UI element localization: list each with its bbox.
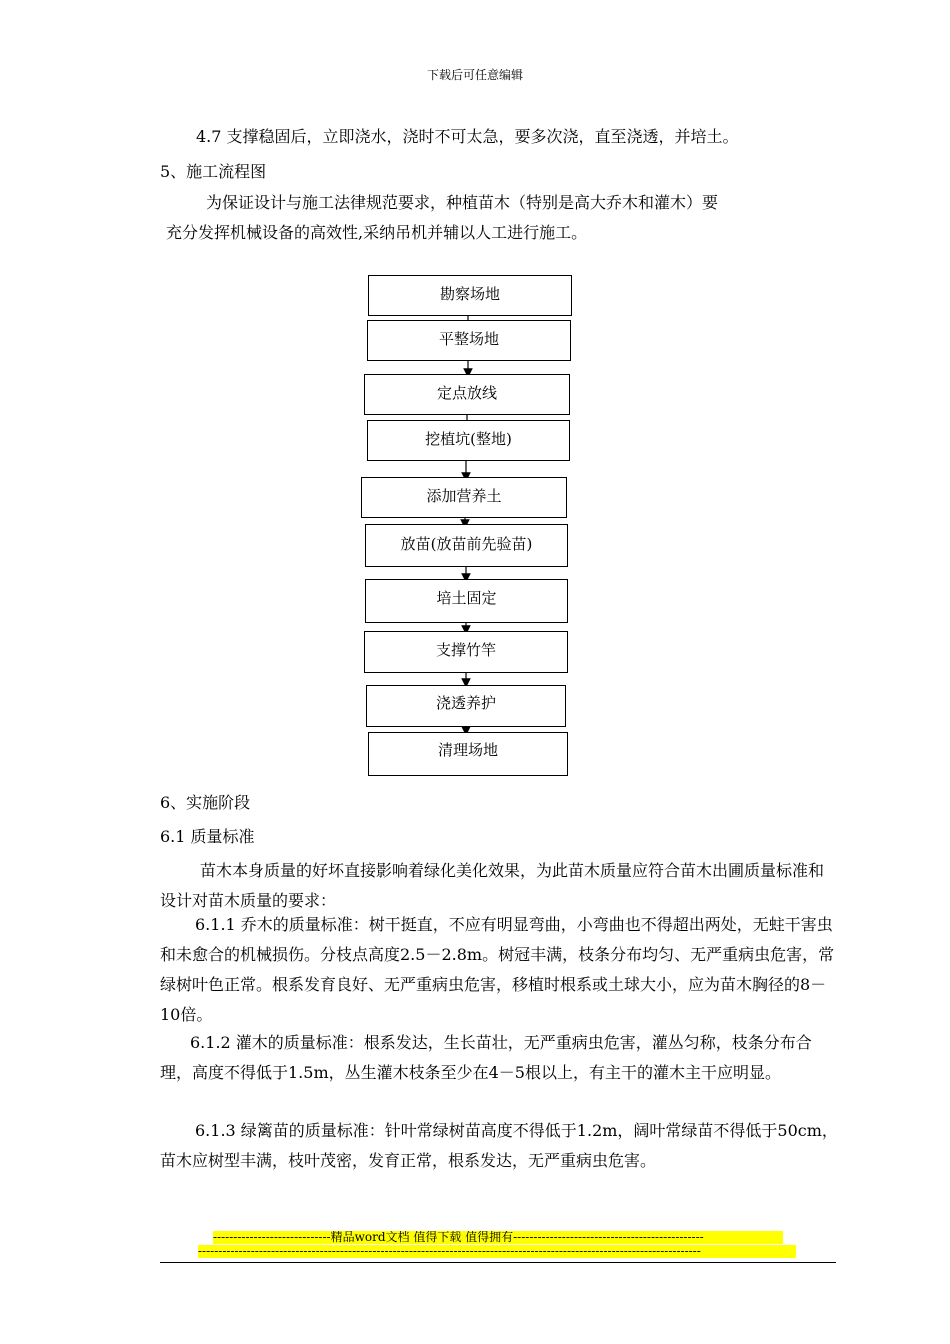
flow-step-label: 定点放线 bbox=[436, 384, 497, 402]
flow-step-clean-site bbox=[368, 732, 568, 776]
flow-step-add-soil bbox=[361, 477, 567, 518]
page-header: 下载后可任意编辑 bbox=[426, 68, 523, 82]
flow-step-dig-pit bbox=[367, 420, 570, 461]
section-5-text-line1: 为保证设计与施工法律规范要求，种植苗木（特别是高大乔木和灌木）要 bbox=[206, 193, 719, 212]
flow-step-label: 支撑竹竿 bbox=[435, 641, 496, 659]
paragraph-4-7: 4.7 支撑稳固后，立即浇水，浇时不可太急，要多次浇，直至浇透，并培土。 bbox=[196, 127, 739, 146]
flow-step-bamboo-support bbox=[364, 631, 568, 673]
paragraph-6-1-1: 6.1.1 乔木的质量标准：树干挺直，不应有明显弯曲，小弯曲也不得超出两处，无蛀干害虫和未愈合的机械损伤。分枝点高度2.5－2.8m。树冠丰满，枝条分布均匀、无严重病虫危害，常绿树叶色正常。根系发育良好、无严重病虫危害，移植时根系或土球大小，应为苗木胸径的8－10倍。 bbox=[160, 915, 835, 1024]
flow-step-label: 挖植坑(整地) bbox=[425, 430, 512, 448]
footer-banner: -----------------------------精品word文档 值得下载 值得拥有----------------------------------------------- bbox=[213, 1231, 783, 1244]
flow-step-place-seedling bbox=[365, 524, 568, 567]
flow-step-survey bbox=[368, 275, 572, 316]
flow-step-label: 放苗(放苗前先验苗) bbox=[400, 535, 533, 553]
flow-step-stakeout bbox=[364, 374, 570, 415]
section-6-1-title: 6.1 质量标准 bbox=[160, 827, 255, 846]
paragraph-6-1-2: 6.1.2 灌木的质量标准：根系发达，生长苗壮，无严重病虫危害，灌丛匀称，枝条分布合理，高度不得低于1.5m，丛生灌木枝条至少在4－5根以上，有主干的灌木主干应明显。 bbox=[160, 1033, 812, 1082]
section-6-title: 6、实施阶段 bbox=[160, 793, 251, 812]
flow-step-label: 清理场地 bbox=[437, 741, 498, 759]
flow-step-label: 勘察场地 bbox=[439, 285, 500, 303]
footer-dash-line: ---------------------------------------------------------------------------------------------------------------------------- bbox=[198, 1245, 796, 1258]
section-5-text-line2: 充分发挥机械设备的高效性,采纳吊机并辅以人工进行施工。 bbox=[166, 223, 588, 242]
flow-step-label: 浇透养护 bbox=[435, 694, 496, 712]
flow-step-water-maintain bbox=[366, 685, 566, 727]
flow-step-backfill bbox=[365, 579, 568, 623]
flow-step-label: 添加营养土 bbox=[426, 487, 502, 505]
section-6-1-intro: 苗木本身质量的好坏直接影响着绿化美化效果，为此苗木质量应符合苗木出圃质量标准和设计对苗木质量的要求： bbox=[160, 861, 825, 910]
flow-step-label: 培土固定 bbox=[436, 589, 497, 607]
flow-step-label: 平整场地 bbox=[438, 330, 499, 348]
section-5-title: 5、施工流程图 bbox=[160, 162, 267, 181]
footer-divider bbox=[160, 1262, 836, 1263]
paragraph-6-1-3: 6.1.3 绿篱苗的质量标准：针叶常绿树苗高度不得低于1.2m，阔叶常绿苗不得低于50cm，苗木应树型丰满，枝叶茂密，发育正常，根系发达，无严重病虫危害。 bbox=[160, 1121, 838, 1170]
flow-step-level bbox=[367, 320, 571, 361]
